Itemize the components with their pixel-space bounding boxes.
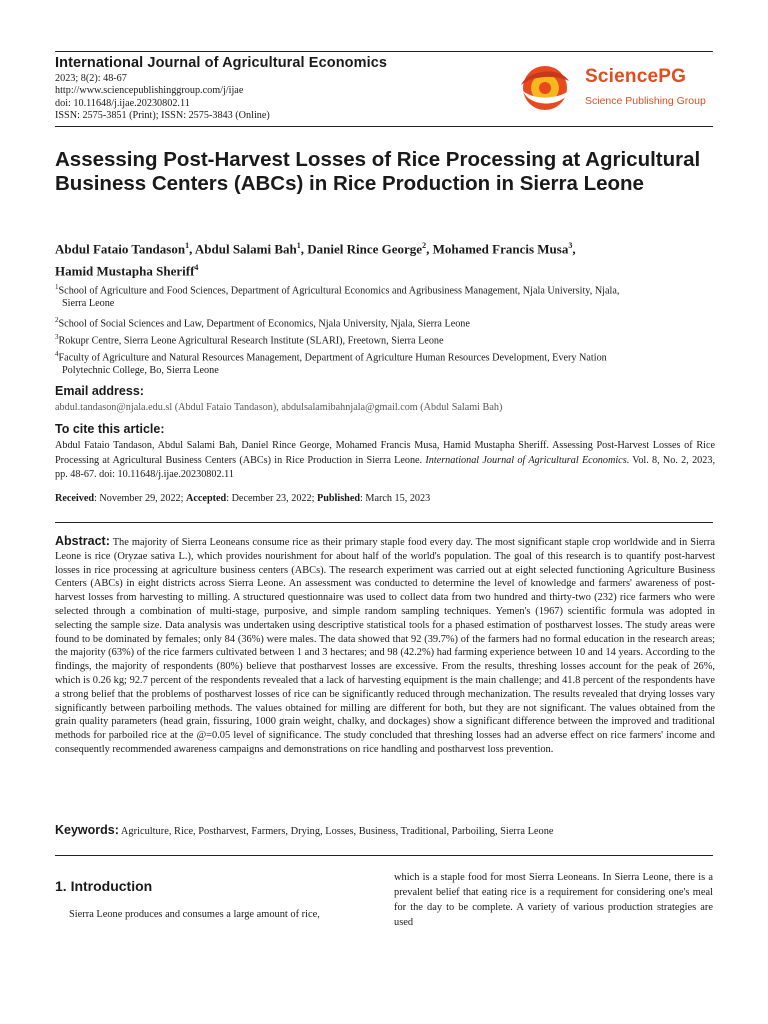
received-label: Received: [55, 493, 95, 504]
abstract-text: The majority of Sierra Leoneans consume rice as their primary staple food every day. The most significant staple crop worldwide and in Sierra Leone is rice (Oryzae sativa L.), which provides nourishment for about half of the world's population. The goal of this research is to quantify post-harvest losses in rice processing at agriculture business centers (ABCs). The research experiment was carried out at eight selected functioning Agriculture Business Centers (ABCs) in eight districts across Sierra Leone. An assessment was conducted to determine the level of knowledge and farmers' awareness of post-harvest losses from harvesting to milling. A structured questionnaire was used to collect data from two hundred and thirty-two (232) rice farmers who were selected through a combination of multi-stage, purposive, and simple random sampling techniques. Yemen's (1967) scientific formula was adopted in selecting the sample size. Data analysis was undertaken using descriptive statistical tools for a phased estimation of postharvest losses. The study areas were found to be dominated by females; only 84 (36%) were males. The data showed that 92 (39.7%) of the farmers had no formal education in the research areas; the majority (63%) of the rice farmers cultivated between 1 and 3 hectares; and 98 (42.2%) had farming experience between 10 and 14 years. According to the findings, the majority of respondents (80%) believe that postharvest losses are excessive. From the results, threshing losses account for the peak of 26%, which is 0.26 kg; 92.7 percent of the respondents revealed that a lack of harvesting equipment is the main challenge; and 41.8 percent of the respondents have a strong belief that the problems of postharvest losses of rice can be significantly reduced through mechanization. The results revealed that drying losses vary significantly between parboiling methods. The values obtained for milling are different for both, but they are not significant. The values obtained from the grain quality parameters (head grain, fissuring, 1000 grain weight, chalky, and dockages) show a significant difference between the improved and traditional methods for parboiled rice at the @=0.05 level of significance. The study concluded that threshing losses had an adverse effect on rice farmers' income and consequently recommended awareness campaigns and demonstrations on rice handling and postharvest loss prevention.: [55, 537, 715, 755]
author-name: Mohamed Francis Musa: [432, 241, 569, 257]
affiliation-4: [55, 348, 715, 377]
author-name: Abdul Fataio Tandason: [55, 241, 186, 257]
sciencepg-logo-subtitle: Science Publishing Group: [585, 95, 706, 107]
author-name: Abdul Salami Bah: [194, 241, 297, 257]
citation-main: Abdul Fataio Tandason, Abdul Salami Bah, Daniel Rince George, Mohamed Francis Musa, Hamid Mustapha Sheriff. Assessing Post-Harvest Losses of Rice Processing at Agricultural Business Centers (ABCs) in Rice Production in Sierra Leone.: [55, 440, 715, 466]
sciencepg-logo-name: SciencePG: [585, 66, 687, 87]
cite-heading: To cite this article:: [55, 422, 165, 436]
received-date: : November 29, 2022;: [94, 493, 187, 504]
accepted-date: : December 23, 2022;: [226, 493, 317, 504]
affiliation-text-continued: Sierra Leone: [62, 297, 115, 309]
author-affiliation-mark: 3: [568, 241, 573, 250]
published-date: : March 15, 2023: [360, 493, 431, 504]
email-addresses[interactable]: abdul.tandason@njala.edu.sl (Abdul Fataio Tandason), abdulsalamibahnjala@gmail.com (Abdul Salami Bah): [55, 402, 503, 413]
affiliation-text: Faculty of Agriculture and Natural Resources Management, Department of Agriculture Human Resources Development, Every Nation: [58, 352, 607, 364]
journal-issn: ISSN: 2575-3851 (Print); ISSN: 2575-3843 (Online): [55, 110, 270, 122]
citation-journal: International Journal of Agricultural Economics: [425, 454, 627, 466]
affiliation-text: School of Social Sciences and Law, Department of Economics, Njala University, Njala, Sierra Leone: [58, 318, 470, 330]
affiliation-1: [55, 281, 715, 310]
affiliation-text: Rokupr Centre, Sierra Leone Agricultural Research Institute (SLARI), Freetown, Sierra Leone: [58, 335, 444, 347]
author-name: Daniel Rince George: [307, 241, 423, 257]
affiliation-3: [55, 331, 715, 348]
journal-issue: 2023; 8(2): 48-67: [55, 73, 127, 84]
email-heading: Email address:: [55, 384, 144, 398]
citation-details: . Vol. 8, No. 2, 2023, pp. 48-67. doi: 10.11648/j.ijae.20230802.11: [55, 454, 716, 480]
keywords: [55, 823, 554, 837]
sciencepg-logo: [515, 63, 715, 113]
abstract: [55, 535, 715, 757]
article-dates: [55, 493, 430, 504]
citation-text: [55, 439, 715, 483]
author-affiliation-mark: 2: [422, 241, 427, 250]
author-list: [55, 236, 715, 281]
affiliation-text-continued: Polytechnic College, Bo, Sierra Leone: [62, 364, 219, 376]
intro-paragraph-right: which is a staple food for most Sierra Leoneans. In Sierra Leone, there is a prevalent belief that eating rice is a requirement for considering one's meal for the day to be complete. A variety of various production strategies are used: [394, 872, 713, 928]
keywords-text: Agriculture, Rice, Postharvest, Farmers, Drying, Losses, Business, Traditional, Parboiling, Sierra Leone: [118, 826, 554, 837]
published-label: Published: [317, 493, 361, 504]
affiliation-number: 3: [55, 333, 59, 341]
keywords-label: Keywords:: [55, 823, 119, 837]
author-separator: ,: [572, 241, 576, 257]
affiliation-text: School of Agriculture and Food Sciences, Department of Agricultural Economics and Agribusiness Management, Njala University, Njala,: [58, 285, 620, 297]
author-affiliation-mark: 1: [296, 241, 301, 250]
author-affiliation-mark: 1: [185, 241, 190, 250]
intro-paragraph-left: Sierra Leone produces and consumes a large amount of rice,: [69, 909, 320, 920]
affiliation-number: 2: [55, 316, 59, 324]
affiliation-number: 4: [55, 350, 59, 358]
journal-title: International Journal of Agricultural Economics: [55, 55, 388, 71]
header-top-rule: [55, 51, 713, 52]
header-bottom-rule: [55, 126, 713, 127]
abstract-top-rule: [55, 522, 713, 523]
journal-doi[interactable]: doi: 10.11648/j.ijae.20230802.11: [55, 97, 190, 109]
author-separator: ,: [300, 241, 308, 257]
affiliation-number: 1: [55, 283, 59, 291]
author-affiliation-mark: 4: [194, 263, 199, 273]
journal-url[interactable]: http://www.sciencepublishinggroup.com/j/ijae: [55, 85, 244, 97]
author-separator: ,: [189, 241, 195, 257]
abstract-bottom-rule: [55, 855, 713, 856]
article-title: Assessing Post-Harvest Losses of Rice Processing at Agricultural Business Centers (ABCs) in Rice Production in Sierra Leone: [55, 148, 701, 195]
author-name: Hamid Mustapha Sheriff: [55, 263, 195, 279]
sciencepg-swirl-icon: [515, 63, 577, 113]
journal-meta: [55, 73, 270, 123]
abstract-label: Abstract:: [55, 534, 110, 548]
section-heading-introduction: 1. Introduction: [55, 878, 153, 894]
affiliation-2: [55, 314, 715, 331]
author-separator: ,: [426, 241, 433, 257]
accepted-label: Accepted: [186, 493, 227, 504]
